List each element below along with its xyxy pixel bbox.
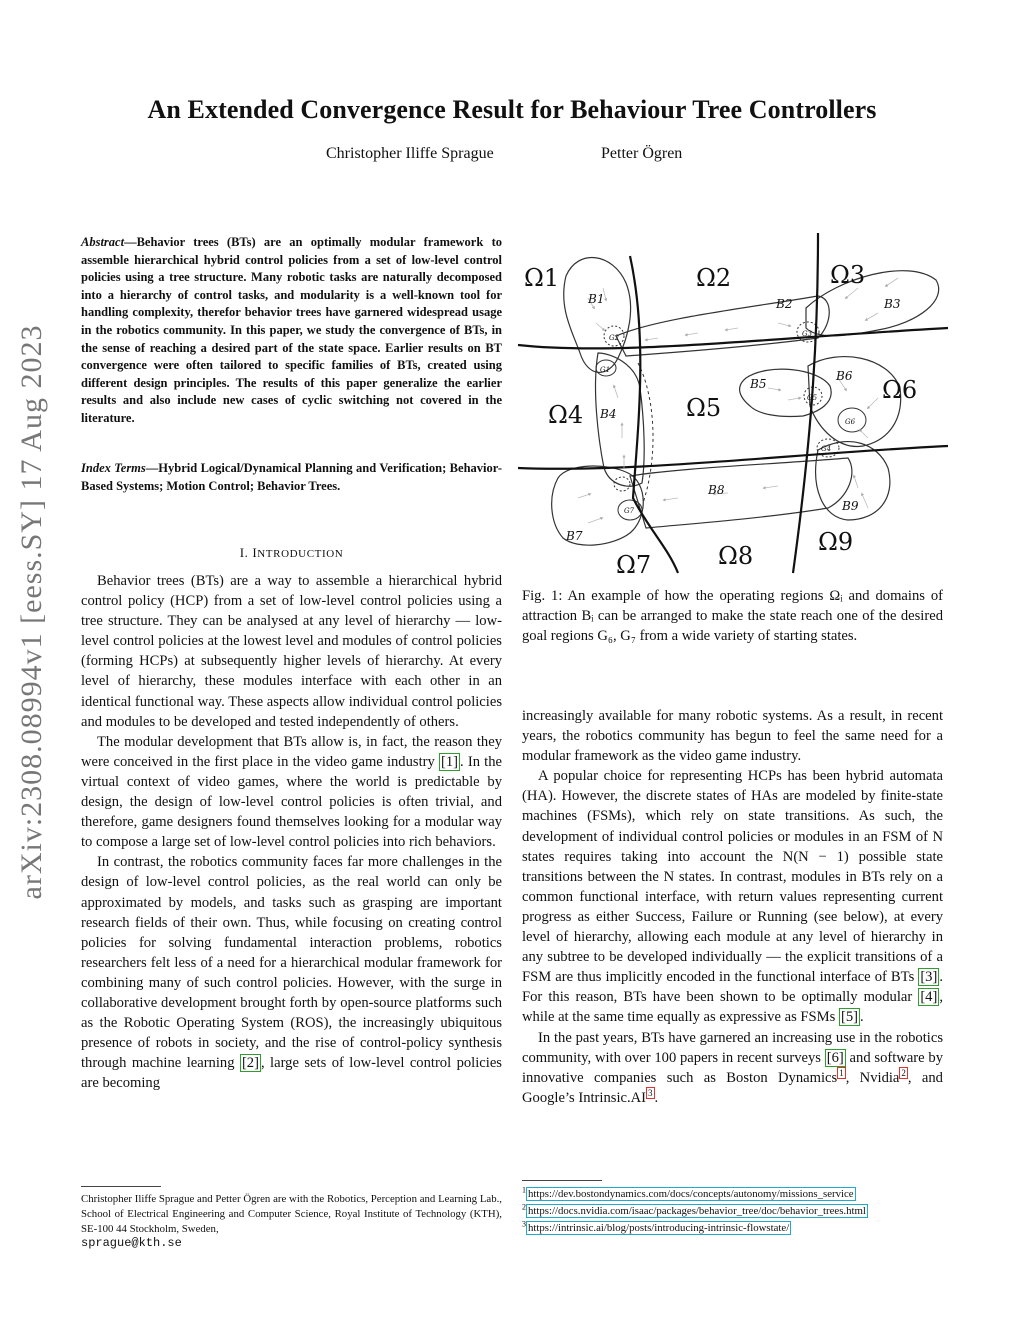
paragraph <box>81 852 502 1093</box>
label-omega4: Ω4 <box>548 401 584 429</box>
paragraph <box>81 571 502 732</box>
label-omega8: Ω8 <box>718 542 754 570</box>
label-b1: B1 <box>588 292 605 306</box>
paragraph-text: The modular development that BTs allow is, in fact, the reason they were conceived in the first place in the video game industry <box>81 733 502 770</box>
author-name: Christopher Iliffe Sprague <box>326 145 494 162</box>
footnote-text: Christopher Iliffe Sprague and Petter Ögren are with the Robotics, Perception and Learning Lab., School of Electrical Engineering and Computer Science, Royal Institute of Technology (KTH), SE-100 44 Stockholm, Sweden, <box>81 1193 502 1235</box>
paragraph-text: . <box>654 1089 659 1106</box>
citation-link[interactable]: [5] <box>840 1009 858 1026</box>
paragraph-text: Behavior trees (BTs) are a way to assemble a hierarchical hybrid control policy (HCP) from a set of low-level control policies using a tree structure. They can be analysed at any level of hierarchy — low-level control policies at the lowest level and modules of control policies (forming HCPs) at subsequently higher levels of hierarchy. At every level of hierarchy, these modules interface with each other in an identical functional way. These aspects allow individual control policies and modules to be developed and tested independently of others. <box>81 573 502 730</box>
footnote-url-link[interactable]: https://docs.nvidia.com/isaac/packages/behavior_tree/doc/behavior_trees.html <box>528 1205 866 1217</box>
paragraph-text: In contrast, the robotics community faces far more challenges in the design of low-level control policies, as the real world can only be approximated by models, and tasks such as grasping are important research fields of their own. Thus, while focusing on creating control policies for solving fundamental interaction problems, robotics researchers felt less of a need for a hierarchical modular framework for combining many of such control policies. However, with the surge in collaborative development brought forth by open-source platforms such as the Robotic Operating System (ROS), the increasingly ubiquitous presence of robots in society, and the rise of control-policy synthesis through machine learning <box>81 854 502 1072</box>
label-b9: B9 <box>842 499 859 513</box>
section-heading <box>81 545 502 561</box>
citation-link[interactable]: [3] <box>920 969 938 986</box>
label-g4: G4 <box>821 445 832 453</box>
footnote-ref-link[interactable]: 2 <box>901 1067 906 1078</box>
abstract: Abstract—Behavior trees (BTs) are an optimally modular framework to assemble hierarchical hybrid control policies from a set of low-level control policies using a tree structure. Many robotic tasks are naturally decomposed into a hierarchy of control tasks, and modularity is a well-known tool for handling complexity, therefor behavior trees have garnered widespread usage in the robotics community. In this paper, we study the convergence of BTs, in the sense of reaching a desired part of the state space. Earlier results on BT convergence were often tailored to specific families of BTs, created using different design principles. The results of this paper generalize the earlier results and also include new cases of cyclic switching not covered in the literature. <box>81 235 502 425</box>
citation-link[interactable]: [2] <box>241 1055 259 1072</box>
index-terms-label: Index Terms <box>81 461 146 475</box>
label-omega9: Ω9 <box>818 528 854 556</box>
label-g3: G3 <box>802 330 813 338</box>
author-list <box>0 145 1024 167</box>
figure-caption <box>522 586 943 646</box>
caption-label: Fig. 1: <box>522 588 563 604</box>
index-terms-text: Hybrid Logical/Dynamical Planning and Verification; Behavior-Based Systems; Motion Control; Behavior Trees. <box>81 461 502 493</box>
paragraph-text: increasingly available for many robotic systems. As a result, in recent years, the robotics community has begun to feel the same need for a modular framework as the video game industry. <box>522 708 943 765</box>
label-omega2: Ω2 <box>696 264 732 292</box>
figure-operating-regions <box>518 228 948 588</box>
abstract-text: Behavior trees (BTs) are an optimally modular framework to assemble hierarchical hybrid control policies from a set of low-level control policies using a tree structure. Many robotic tasks are naturally decomposed into a hierarchy of control tasks, and modularity is a well-known tool for handling complexity, therefor behavior trees have garnered widespread usage in the robotics community. In this paper, we study the convergence of BTs, in the sense of reaching a desired part of the state space. Earlier results on BT convergence were often tailored to specific families of BTs, created using different design principles. The results of this paper generalize the earlier results and also include new cases of cyclic switching not covered in the literature. <box>81 235 502 425</box>
introduction-text <box>81 571 502 1093</box>
label-b3: B3 <box>884 297 901 311</box>
section-title-rest: NTRODUCTION <box>257 548 344 560</box>
label-g7: G7 <box>624 507 635 515</box>
footnote-url-link[interactable]: https://intrinsic.ai/blog/posts/introducing-intrinsic-flowstate/ <box>528 1222 790 1234</box>
section-number: I. <box>239 545 249 560</box>
author-email[interactable]: sprague@kth.se <box>81 1236 182 1251</box>
paragraph-text: A popular choice for representing HCPs has been hybrid automata (HA). However, the discrete states of HAs are modeled by finite-state machines (FSMs), which rely on state transitions. As such, the development of individual control policies or modules in an FSM of N states requires taking into account the N(N − 1) possible state transitions between the N states. In contrast, modules in BTs rely on a common functional interface, with return values representing current progress as either Success, Failure or Running (see below), at every level of hierarchy, allowing each module at any level of hierarchy in any subtree to be developed individually — the explicit transitions of a FSM are thus implicitly encoded in the functional interface of BTs <box>522 768 943 986</box>
footnote-item <box>522 1203 943 1220</box>
label-omega6: Ω6 <box>882 376 918 404</box>
paragraph-text: . <box>859 1009 864 1026</box>
paragraph-text: , while at the same time equally as expressive as FSMs <box>522 989 943 1026</box>
caption-text: An example of how the operating regions Ωᵢ and domains of attraction Bᵢ can be arranged to make the state reach one of the desired goal regions G₆, G₇ from a wide variety of starting states. <box>522 588 944 645</box>
partition-right <box>793 233 818 573</box>
abstract-label: Abstract <box>81 235 125 249</box>
label-omega7: Ω7 <box>616 551 652 579</box>
paragraph-text: , Nvidia <box>845 1069 900 1086</box>
footnote-number: 3 <box>522 1219 526 1229</box>
paragraph <box>522 706 943 766</box>
right-column-text <box>522 706 943 1108</box>
author-name: Petter Ögren <box>601 145 683 162</box>
footnote-ref-link[interactable]: 3 <box>648 1087 653 1098</box>
label-b7: B7 <box>566 529 583 543</box>
paragraph <box>522 766 943 1027</box>
footnote-url-link[interactable]: https://dev.bostondynamics.com/docs/concepts/autonomy/missions_service <box>528 1188 854 1200</box>
author-affiliation-footnote <box>81 1192 502 1251</box>
label-b2: B2 <box>776 297 793 311</box>
index-terms: Index Terms—Hybrid Logical/Dynamical Planning and Verification; Behavior-Based Systems; Motion Control; Behavior Trees. <box>81 461 502 493</box>
label-g1: G1 <box>600 366 611 374</box>
paragraph <box>81 732 502 853</box>
paper-title: An Extended Convergence Result for Behaviour Tree Controllers <box>147 95 877 124</box>
citation-link[interactable]: [4] <box>920 989 938 1006</box>
label-b8: B8 <box>708 483 725 497</box>
paragraph-text: and software by innovative companies such as Boston Dynamics <box>522 1049 943 1086</box>
citation-link[interactable]: [6] <box>826 1049 844 1066</box>
label-omega3: Ω3 <box>830 261 866 289</box>
label-g5: G5 <box>807 394 818 402</box>
paragraph <box>522 1028 943 1108</box>
label-g2: G2 <box>609 334 620 342</box>
footnote-item <box>522 1186 943 1203</box>
label-b6: B6 <box>836 369 853 383</box>
label-b5: B5 <box>750 377 767 391</box>
footnote-rule <box>81 1186 161 1187</box>
footnote-number: 1 <box>522 1185 526 1195</box>
label-omega5: Ω5 <box>686 394 722 422</box>
goal-g1b <box>614 477 630 491</box>
footnote-item <box>522 1220 943 1237</box>
section-initial: I <box>252 545 258 560</box>
arxiv-stamp-text: arXiv:2308.08994v1 [eess.SY] 17 Aug 2023 <box>15 324 48 900</box>
label-omega1: Ω1 <box>524 264 560 292</box>
url-footnotes <box>522 1186 943 1237</box>
arxiv-stamp <box>0 0 64 1325</box>
paragraph-text: . In the virtual context of video games, where the world is predictable by design, the design of low-level control policies is often trivial, and therefore, game designers found themselves looking for a modular way to compose a large set of low-level control policies into rich behaviors. <box>81 753 503 851</box>
partition-top <box>518 328 948 348</box>
paragraph-text: , large sets of low-level control policies are becoming <box>81 1055 502 1092</box>
paragraph-text: , and Google’s Intrinsic.AI <box>522 1069 943 1106</box>
footnote-rule <box>522 1180 602 1181</box>
paragraph-text: In the past years, BTs have garnered an increasing use in the robotics community, with over 100 papers in recent surveys <box>522 1029 943 1066</box>
citation-link[interactable]: [1] <box>440 753 459 770</box>
footnote-number: 2 <box>522 1202 526 1212</box>
label-g6: G6 <box>845 418 856 426</box>
label-b4: B4 <box>600 407 617 421</box>
paragraph-text: . For this reason, BTs have been shown to be optimally modular <box>522 969 943 1006</box>
footnote-ref-link[interactable]: 1 <box>839 1067 844 1078</box>
partition-middle <box>518 446 948 469</box>
